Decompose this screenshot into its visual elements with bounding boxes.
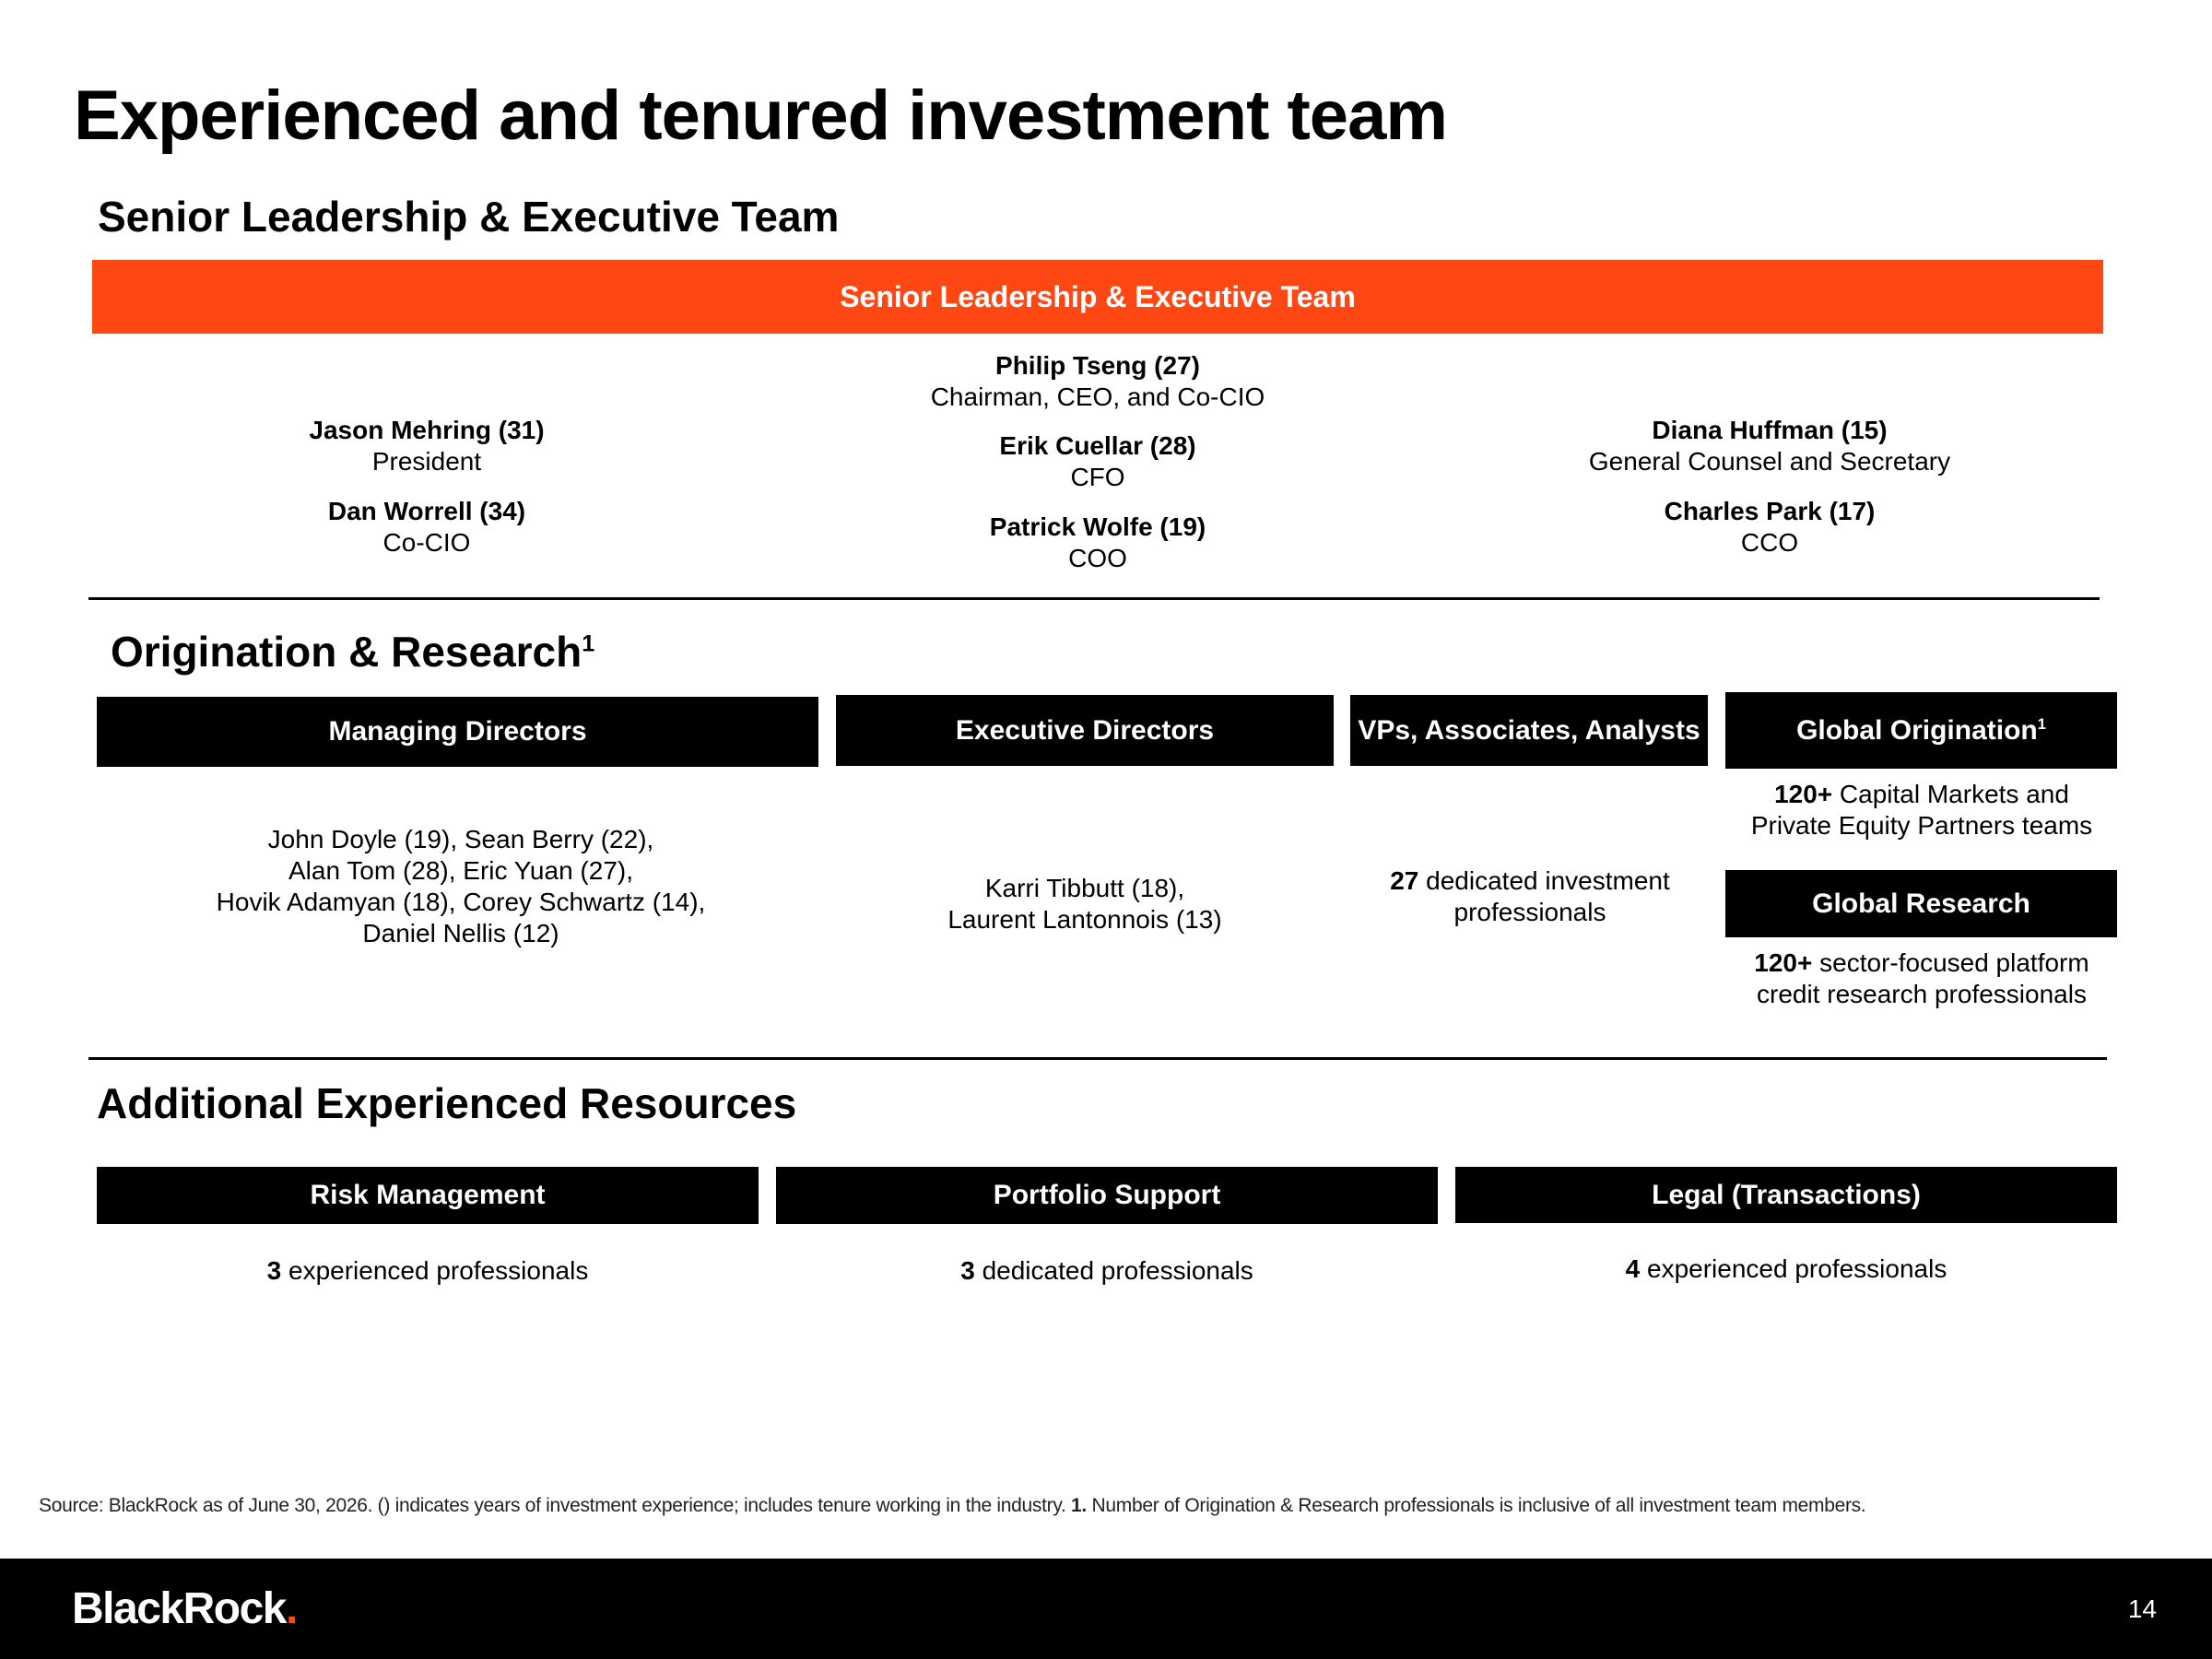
logo-dot: . <box>285 1584 297 1633</box>
portfolio-support-header <box>776 1167 1438 1224</box>
list-item: Alan Tom (28), Eric Yuan (27), <box>288 856 634 885</box>
footer-bar <box>0 1559 2212 1659</box>
research-count: 120+ <box>1754 948 1813 977</box>
portfolio-support-label: Portfolio Support <box>993 1180 1221 1210</box>
legal-transactions-description <box>1455 1253 2117 1285</box>
global-origination-label <box>1796 715 2046 747</box>
leader-name: Dan Worrell (34) <box>327 497 526 525</box>
leader-name: Erik Cuellar (28) <box>999 431 1196 460</box>
research-text: sector-focused platform <box>1812 948 2089 977</box>
leader-role: President <box>371 447 482 476</box>
risk-management-header <box>97 1167 759 1224</box>
vps-header <box>1350 695 1708 766</box>
research-line <box>1714 947 2129 979</box>
origination-title-text: Origination & Research <box>111 628 582 676</box>
risk-management-label: Risk Management <box>310 1180 546 1210</box>
leadership-banner <box>92 260 2103 334</box>
managing-directors-label: Managing Directors <box>328 716 587 747</box>
global-research-header <box>1725 870 2117 937</box>
legal-text: experienced professionals <box>1640 1254 1947 1283</box>
leader-role: CFO <box>1070 463 1125 491</box>
global-origination-text: Global Origination <box>1796 714 2038 746</box>
leader-role: Chairman, CEO, and Co-CIO <box>930 382 1265 411</box>
global-research-description <box>1714 947 2129 1010</box>
source-footnote <box>39 1495 1865 1517</box>
origination-count: 120+ <box>1774 780 1833 808</box>
leader-jason-mehring <box>242 415 611 477</box>
footnote-marker: 1 <box>582 630 595 657</box>
leader-role: CCO <box>1740 528 1799 557</box>
leader-role: Co-CIO <box>382 528 471 557</box>
managing-directors-list <box>92 824 830 949</box>
executive-directors-list <box>854 873 1315 935</box>
leadership-section-title: Senior Leadership & Executive Team <box>98 193 840 241</box>
portfolio-count: 3 <box>960 1256 975 1285</box>
leader-erik-cuellar <box>821 430 1374 493</box>
leader-name: Philip Tseng (27) <box>995 351 1200 380</box>
legal-transactions-header <box>1455 1167 2117 1223</box>
leader-patrick-wolfe <box>821 512 1374 574</box>
leader-name: Jason Mehring (31) <box>309 416 545 444</box>
executive-directors-header <box>836 695 1334 766</box>
blackrock-logo <box>72 1583 297 1634</box>
list-item: Laurent Lantonnois (13) <box>947 905 1222 934</box>
research-line: credit research professionals <box>1757 980 2087 1008</box>
list-item: Daniel Nellis (12) <box>362 919 559 947</box>
risk-count: 3 <box>266 1256 282 1285</box>
portfolio-support-description <box>776 1255 1438 1287</box>
vps-description <box>1346 865 1714 928</box>
managing-directors-header <box>97 697 818 767</box>
executive-directors-label: Executive Directors <box>955 714 1215 746</box>
footnote-number: 1. <box>1071 1495 1087 1516</box>
leader-role: COO <box>1068 544 1127 572</box>
footnote-source: Source: BlackRock as of June 30, 2026. () indicates years of investment experience; includes tenure working in the industry. <box>39 1495 1072 1516</box>
legal-count: 4 <box>1625 1254 1641 1283</box>
global-origination-header <box>1725 692 2117 769</box>
global-origination-description <box>1714 779 2129 841</box>
vps-text: dedicated investment <box>1418 866 1670 895</box>
footnote-marker: 1 <box>2037 715 2046 733</box>
page-title: Experienced and tenured investment team <box>74 76 1447 155</box>
legal-transactions-label: Legal (Transactions) <box>1652 1179 1921 1210</box>
leadership-banner-label: Senior Leadership & Executive Team <box>840 279 1356 313</box>
vps-line <box>1346 865 1714 897</box>
leader-name: Patrick Wolfe (19) <box>989 512 1206 541</box>
risk-management-description <box>97 1255 759 1287</box>
list-item: Hovik Adamyan (18), Corey Schwartz (14), <box>216 888 706 916</box>
section-divider <box>88 597 2100 600</box>
portfolio-text: dedicated professionals <box>974 1256 1253 1285</box>
leader-name: Diana Huffman (15) <box>1652 416 1888 444</box>
origination-text: Capital Markets and <box>1832 780 2069 808</box>
logo-text: BlackRock <box>72 1584 286 1633</box>
leader-role: General Counsel and Secretary <box>1588 447 1951 476</box>
footnote-note: Number of Origination & Research professionals is inclusive of all investment team members. <box>1086 1495 1866 1516</box>
leader-diana-huffman <box>1493 415 2046 477</box>
origination-line <box>1714 779 2129 810</box>
origination-section-title <box>111 627 594 677</box>
leader-name: Charles Park (17) <box>1664 497 1876 525</box>
vps-count: 27 <box>1390 866 1419 895</box>
origination-line: Private Equity Partners teams <box>1750 811 2093 840</box>
risk-text: experienced professionals <box>281 1256 589 1285</box>
section-divider <box>88 1057 2107 1060</box>
vps-line: professionals <box>1453 898 1606 926</box>
global-research-label: Global Research <box>1812 888 2030 919</box>
list-item: Karri Tibbutt (18), <box>984 874 1185 902</box>
leader-philip-tseng <box>821 350 1374 413</box>
list-item: John Doyle (19), Sean Berry (22), <box>267 825 654 853</box>
page-number: 14 <box>2127 1594 2157 1623</box>
vps-label: VPs, Associates, Analysts <box>1358 714 1700 746</box>
leader-charles-park <box>1493 496 2046 559</box>
leader-dan-worrell <box>242 496 611 559</box>
additional-section-title: Additional Experienced Resources <box>97 1079 797 1127</box>
